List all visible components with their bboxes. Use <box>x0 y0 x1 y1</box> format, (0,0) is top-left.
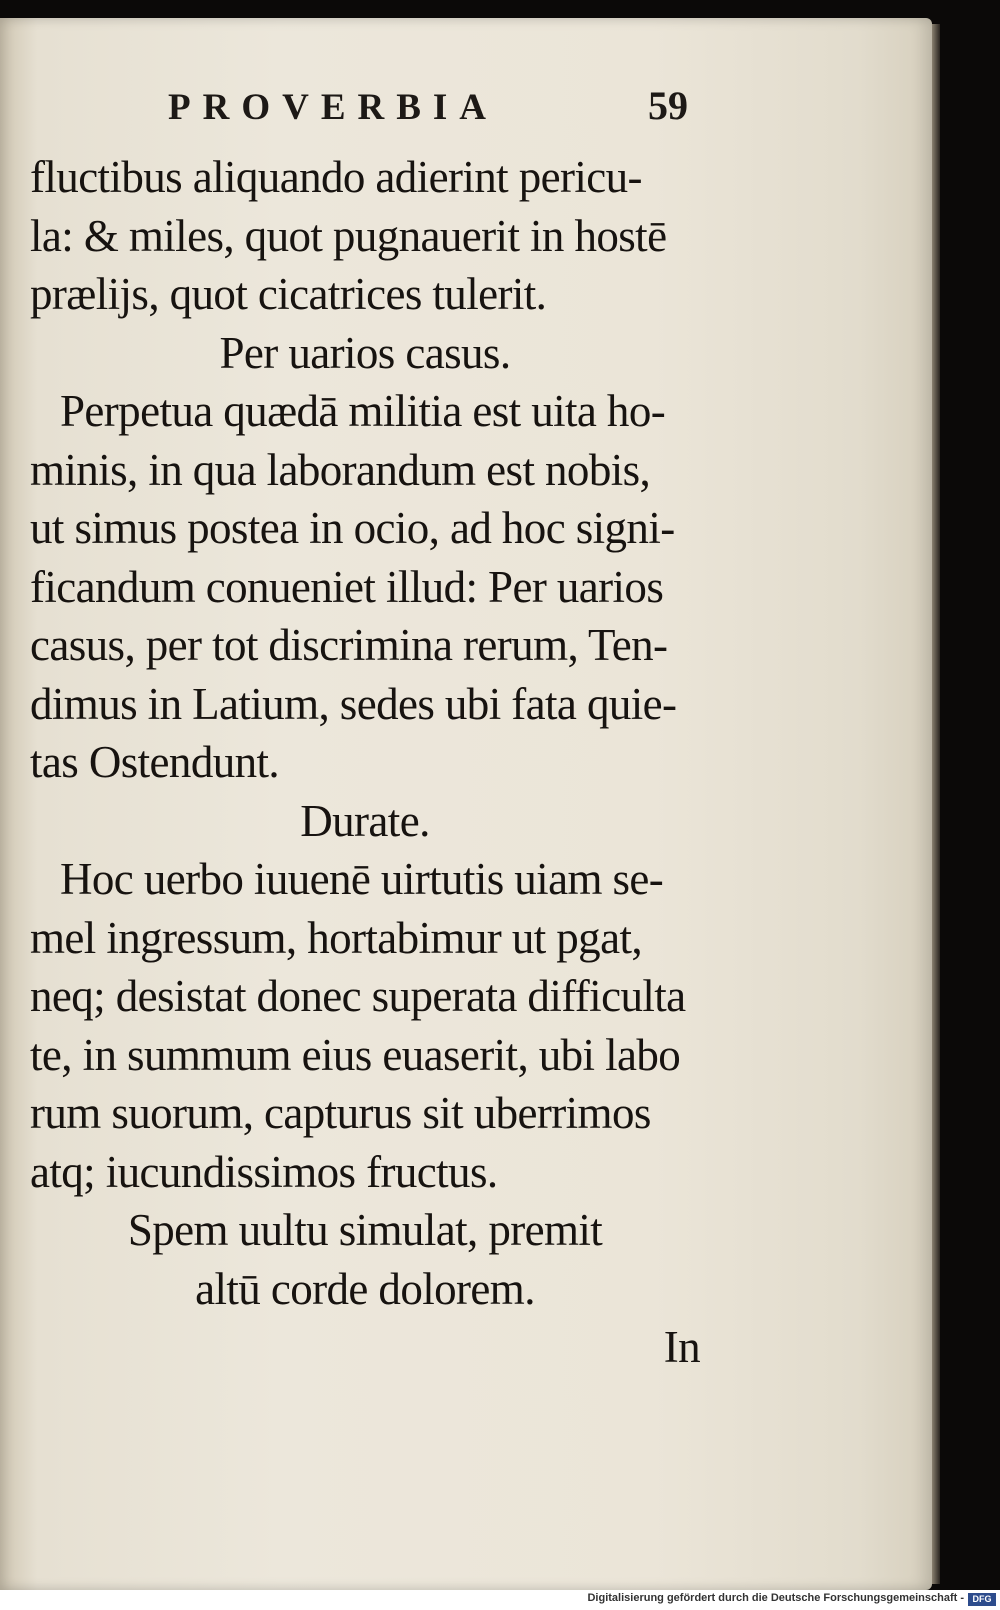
funding-credit: Digitalisierung gefördert durch die Deutsche Forschungsgemeinschaft - <box>587 1592 964 1604</box>
text-line: mel ingressum, hortabimur ut pgat, <box>30 912 642 963</box>
text-line: ut simus postea in ocio, ad hoc signi- <box>30 503 675 553</box>
text-line: atq; iucundissimos fructus. <box>30 1146 498 1197</box>
proverb-heading: Durate. <box>300 795 430 846</box>
footer-bar <box>0 1590 1000 1610</box>
text-line: Hoc uerbo iuuenē uirtutis uiam se- <box>60 854 664 904</box>
running-head: PROVERBIA <box>168 87 499 128</box>
text-line: la: & miles, quot pugnauerit in hostē <box>30 210 667 261</box>
text-line: Perpetua quædā militia est uita ho- <box>60 386 666 436</box>
dfg-logo: DFG <box>968 1593 996 1606</box>
text-line: casus, per tot discrimina rerum, Ten- <box>30 620 668 670</box>
page-header <box>168 83 688 136</box>
text-line: dimus in Latium, sedes ubi fata quie- <box>30 678 677 729</box>
text-line: fluctibus aliquando adierint pericu- <box>30 152 642 202</box>
page-edge <box>932 24 940 1584</box>
text-line: tas Ostendunt. <box>30 737 280 787</box>
body-text <box>30 148 700 1377</box>
catchword: In <box>663 1322 700 1372</box>
text-line: rum suorum, capturus sit uberrimos <box>30 1088 651 1138</box>
verse-line: altū corde dolorem. <box>195 1263 535 1314</box>
page-number: 59 <box>648 83 688 128</box>
proverb-heading: Per uarios casus. <box>219 327 511 378</box>
text-line: ficandum conueniet illud: Per uarios <box>30 561 664 612</box>
text-line: prælijs, quot cicatrices tulerit. <box>30 269 547 319</box>
text-line: minis, in qua laborandum est nobis, <box>30 444 651 495</box>
verse-line: Spem uultu simulat, premit <box>127 1205 603 1255</box>
text-line: neq; desistat donec superata difficulta <box>30 971 686 1021</box>
text-line: te, in summum eius euaserit, ubi labo <box>30 1029 681 1080</box>
